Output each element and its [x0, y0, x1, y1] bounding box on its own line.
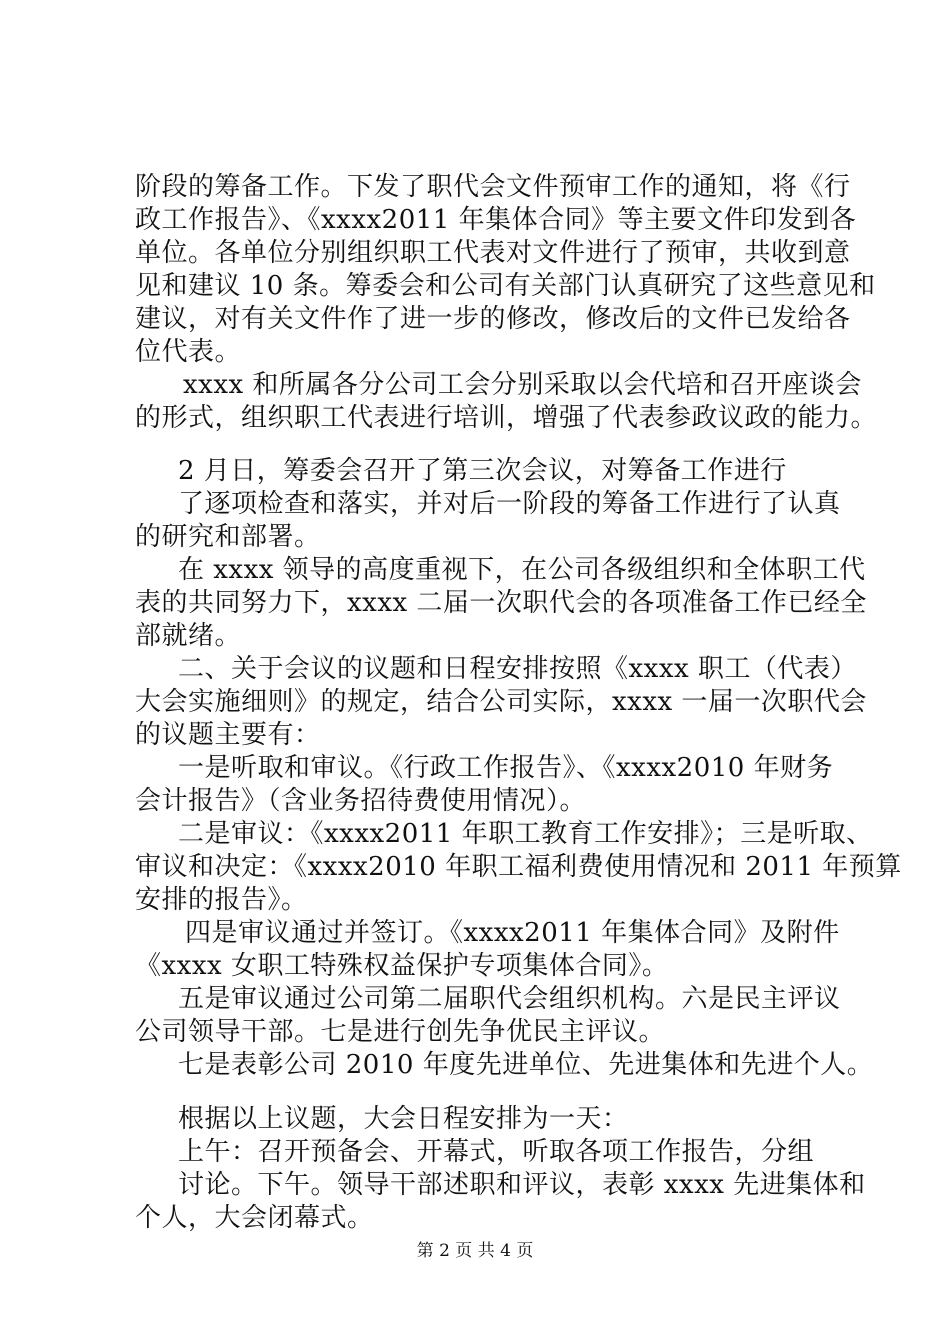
text-line: 五是审议通过公司第二届职代会组织机构。六是民主评议: [178, 984, 841, 1014]
text-line: 二是审议：《xxxx2011 年职工教育工作安排》；三是听取、: [178, 819, 873, 849]
text-line: 建议，对有关文件作了进一步的修改，修改后的文件已发给各: [135, 304, 851, 334]
text-line: 在 xxxx 领导的高度重视下，在公司各级组织和全体职工代: [178, 555, 866, 585]
text-line: 政工作报告》、《xxxx2011 年集体合同》等主要文件印发到各: [135, 205, 857, 235]
text-line: 讨论。下午。领导干部述职和评议，表彰 xxxx 先进集体和: [178, 1170, 866, 1200]
text-line: 2 月日，筹委会召开了第三次会议，对筹备工作进行: [178, 456, 787, 486]
text-line: 的研究和部署。: [135, 522, 321, 552]
text-line: 一是听取和审议。《行政工作报告》、《xxxx2010 年财务: [178, 753, 834, 783]
text-line: 位代表。: [135, 337, 242, 367]
text-line: 的议题主要有：: [135, 720, 321, 750]
text-line: 审议和决定：《xxxx2010 年职工福利费使用情况和 2011 年预算: [135, 852, 902, 882]
text-line: 上午：召开预备会、开幕式，听取各项工作报告，分组: [178, 1137, 815, 1167]
text-line: 表的共同努力下，xxxx 二届一次职代会的各项准备工作已经全: [135, 588, 867, 618]
text-line: 了逐项检查和落实，并对后一阶段的筹备工作进行了认真: [178, 489, 841, 519]
page-footer: 第 2 页 共 4 页: [416, 1241, 534, 1261]
text-line: 大会实施细则》的规定，结合公司实际，xxxx 一届一次职代会: [135, 687, 867, 717]
text-line: 见和建议 10 条。筹委会和公司有关部门认真研究了这些意见和: [135, 271, 876, 301]
text-line: 七是表彰公司 2010 年度先进单位、先进集体和先进个人。: [178, 1050, 874, 1080]
text-line: 公司领导干部。七是进行创先争优民主评议。: [135, 1017, 666, 1047]
text-line: 二、关于会议的议题和日程安排按照《xxxx 职工（代表）: [178, 654, 857, 684]
text-line: 阶段的筹备工作。下发了职代会文件预审工作的通知，将《行: [135, 172, 851, 202]
text-line: 四是审议通过并签订。《xxxx2011 年集体合同》及附件: [185, 918, 840, 948]
text-line: 部就绪。: [135, 621, 242, 651]
text-line: 个人，大会闭幕式。: [135, 1203, 374, 1233]
text-line: 单位。各单位分别组织职工代表对文件进行了预审，共收到意: [135, 238, 851, 268]
text-line: 安排的报告》。: [135, 885, 308, 915]
text-line: 会计报告》（含业务招待费使用情况）。: [135, 786, 587, 816]
text-line: 《xxxx 女职工特殊权益保护专项集体合同》。: [135, 951, 669, 981]
text-line: xxxx 和所属各分公司工会分别采取以会代培和召开座谈会: [183, 370, 862, 400]
text-line: 的形式，组织职工代表进行培训，增强了代表参政议政的能力。: [135, 403, 878, 433]
text-line: 根据以上议题，大会日程安排为一天：: [178, 1104, 629, 1134]
